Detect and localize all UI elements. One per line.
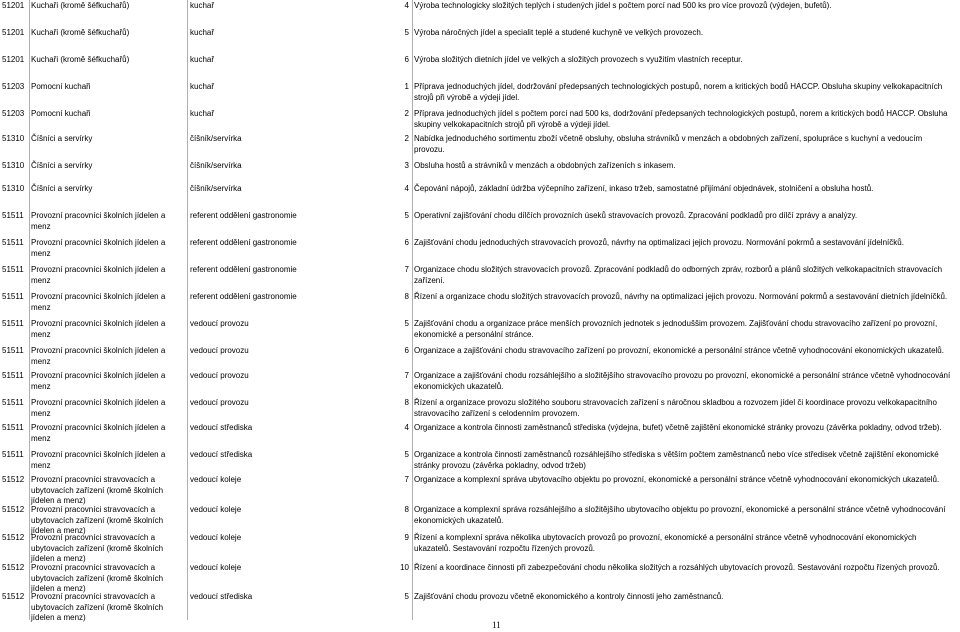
occupation-name: Provozní pracovníci školních jídelen a menz bbox=[31, 211, 166, 231]
position-title: vedoucí koleje bbox=[190, 563, 242, 572]
position-title: kuchař bbox=[190, 28, 215, 37]
work-description: Řízení a komplexní správa několika ubytovacích provozů po provozní, ekonomické a personální stránce včetně vyhodnocování ekonomických ukazatelů. Sestavování rozpočtu řízených provozů. bbox=[414, 533, 917, 553]
position-title: vedoucí provozu bbox=[190, 346, 249, 355]
occupation-code: 51512 bbox=[2, 592, 25, 601]
table-row bbox=[0, 264, 960, 291]
table-row bbox=[0, 345, 960, 372]
occupation-code: 51201 bbox=[2, 28, 25, 37]
work-description: Obsluha hostů a strávníků v menzách a obdobných zařízeních s inkasem. bbox=[414, 161, 676, 170]
table-row bbox=[0, 370, 960, 397]
position-title: kuchař bbox=[190, 82, 215, 91]
occupation-code: 51511 bbox=[2, 265, 24, 274]
occupation-code: 51511 bbox=[2, 450, 24, 459]
column-divider bbox=[29, 0, 30, 620]
occupation-name: Pomocní kuchaři bbox=[31, 109, 91, 118]
occupation-code: 51512 bbox=[2, 475, 25, 484]
position-title: vedoucí koleje bbox=[190, 533, 242, 542]
grade-number: 5 bbox=[404, 211, 409, 220]
work-description: Řízení a organizace chodu složitých stravovacích provozů, návrhy na optimalizaci jejich provozu. Normování pokrmů a sestavování dietních jídelníčků. bbox=[414, 292, 948, 301]
occupation-name: Provozní pracovníci stravovacích a ubytovacích zařízení (kromě školních jídelen a menz) bbox=[31, 505, 164, 535]
grade-number: 5 bbox=[404, 319, 409, 328]
position-title: vedoucí provozu bbox=[190, 398, 249, 407]
work-description: Zajišťování chodu jednoduchých stravovacích provozů, návrhy na optimalizaci jejich provozu. Normování pokrmů a sestavování jídelníčků. bbox=[414, 238, 904, 247]
grade-number: 5 bbox=[404, 592, 409, 601]
grade-number: 7 bbox=[404, 371, 409, 380]
work-description: Nabídka jednoduchého sortimentu zboží včetně obsluhy, obsluha strávníků v menzách a obdobných zařízení, spolupráce s kuchyní a vedoucím provozu. bbox=[414, 134, 923, 154]
work-description: Výroba složitých dietních jídel ve velkých a složitých provozech s využitím vlastních receptur. bbox=[414, 55, 743, 64]
occupation-code: 51203 bbox=[2, 82, 25, 91]
occupation-code: 51310 bbox=[2, 134, 25, 143]
position-title: vedoucí koleje bbox=[190, 475, 242, 484]
occupation-name: Kuchaři (kromě šéfkuchařů) bbox=[31, 28, 130, 37]
position-title: vedoucí střediska bbox=[190, 450, 253, 459]
work-description: Příprava jednoduchých jídel s počtem porcí nad 500 ks, dodržování předepsaných technologických postupů, norem a kritických bodů HACCP. Obsluha skupiny velkokapacitních strojů při výrobě a výdeji jídel. bbox=[414, 109, 948, 129]
occupation-name: Provozní pracovníci školních jídelen a menz bbox=[31, 292, 166, 312]
position-title: číšník/servírka bbox=[190, 161, 242, 170]
grade-number: 9 bbox=[404, 533, 409, 542]
column-divider bbox=[412, 0, 413, 620]
work-description: Zajišťování chodu provozu včetně ekonomického a kontroly činnosti jeho zaměstnanců. bbox=[414, 592, 724, 601]
position-title: vedoucí střediska bbox=[190, 592, 253, 601]
occupation-name: Provozní pracovníci školních jídelen a menz bbox=[31, 346, 166, 366]
work-description: Výroba technologicky složitých teplých i studených jídel s počtem porcí nad 500 ks pro více provozů (výdejen, bufetů). bbox=[414, 1, 832, 10]
grade-number: 2 bbox=[404, 109, 409, 118]
table-row bbox=[0, 397, 960, 424]
occupation-code: 51310 bbox=[2, 184, 25, 193]
position-title: číšník/servírka bbox=[190, 184, 242, 193]
occupation-name: Kuchaři (kromě šéfkuchařů) bbox=[31, 55, 130, 64]
occupation-code: 51310 bbox=[2, 161, 25, 170]
occupation-code: 51511 bbox=[2, 346, 24, 355]
occupation-name: Provozní pracovníci školních jídelen a menz bbox=[31, 423, 166, 443]
occupation-name: Provozní pracovníci stravovacích a ubytovacích zařízení (kromě školních jídelen a menz) bbox=[31, 475, 164, 505]
occupation-code: 51512 bbox=[2, 563, 25, 572]
occupation-name: Provozní pracovníci školních jídelen a menz bbox=[31, 398, 166, 418]
grade-number: 10 bbox=[400, 563, 409, 572]
occupation-name: Provozní pracovníci stravovacích a ubytovacích zařízení (kromě školních jídelen a menz) bbox=[31, 592, 164, 622]
work-description: Organizace a kontrola činnosti zaměstnanců rozsáhlejšího střediska s větším počtem zaměstnanců nebo více středisek včetně zajištění ekonomické stránky provozu (závěrka pokladny, odvod tržeb) bbox=[414, 450, 939, 470]
grade-number: 6 bbox=[404, 55, 409, 64]
occupation-code: 51511 bbox=[2, 211, 24, 220]
work-description: Organizace a komplexní správa rozsáhlejšího a složitějšího ubytovacího objektu po provozní, ekonomické a personální stránce včetně vyhodnocování ekonomických ukazatelů. bbox=[414, 505, 946, 525]
table-row bbox=[0, 504, 960, 535]
occupation-name: Provozní pracovníci školních jídelen a menz bbox=[31, 265, 166, 285]
grade-number: 4 bbox=[404, 1, 409, 10]
table-row bbox=[0, 108, 960, 135]
table-row bbox=[0, 591, 960, 620]
occupation-name: Provozní pracovníci školních jídelen a menz bbox=[31, 450, 166, 470]
grade-number: 7 bbox=[404, 475, 409, 484]
position-title: referent oddělení gastronomie bbox=[190, 292, 297, 301]
occupation-name: Číšníci a servírky bbox=[31, 184, 93, 193]
column-divider bbox=[187, 0, 188, 620]
work-description: Řízení a koordinace činnosti při zabezpečování chodu několika složitých a rozsáhlých ubytovacích provozů. Sestavování rozpočtu řízených provozů. bbox=[414, 563, 940, 572]
occupation-code: 51511 bbox=[2, 371, 24, 380]
table-row bbox=[0, 562, 960, 591]
table-row bbox=[0, 81, 960, 108]
occupation-name: Provozní pracovníci stravovacích a ubytovacích zařízení (kromě školních jídelen a menz) bbox=[31, 533, 164, 563]
table-row bbox=[0, 449, 960, 476]
position-title: kuchař bbox=[190, 1, 215, 10]
position-title: referent oddělení gastronomie bbox=[190, 238, 297, 247]
grade-number: 1 bbox=[404, 82, 409, 91]
occupation-name: Provozní pracovníci školních jídelen a menz bbox=[31, 238, 166, 258]
table-row bbox=[0, 210, 960, 237]
table-row bbox=[0, 183, 960, 210]
grade-number: 4 bbox=[404, 184, 409, 193]
work-description: Výroba náročných jídel a specialit teplé a studené kuchyně ve velkých provozech. bbox=[414, 28, 704, 37]
occupation-code: 51512 bbox=[2, 505, 25, 514]
occupation-code: 51511 bbox=[2, 398, 24, 407]
occupation-code: 51511 bbox=[2, 319, 24, 328]
occupation-code: 51512 bbox=[2, 533, 25, 542]
work-description: Organizace chodu složitých stravovacích provozů. Zpracování podkladů do odborných zpráv, rozborů a plánů složitých velkokapacitních stravovacích zařízení. bbox=[414, 265, 943, 285]
occupation-name: Pomocní kuchaři bbox=[31, 82, 91, 91]
position-title: referent oddělení gastronomie bbox=[190, 265, 297, 274]
table-row bbox=[0, 532, 960, 563]
table-row bbox=[0, 0, 960, 27]
occupation-code: 51201 bbox=[2, 55, 25, 64]
work-description: Příprava jednoduchých jídel, dodržování předepsaných technologických postupů, norem a kritických bodů HACCP. Obsluha skupiny velkokapacitních strojů při výrobě a výdeji jídel. bbox=[414, 82, 943, 102]
occupation-code: 51201 bbox=[2, 1, 25, 10]
position-title: kuchař bbox=[190, 55, 215, 64]
occupation-code: 51511 bbox=[2, 423, 24, 432]
work-description: Organizace a kontrola činnosti zaměstnanců střediska (výdejna, bufet) včetně zajištění ekonomické stránky provozu (závěrka pokladny, odvod tržeb). bbox=[414, 423, 942, 432]
table-row bbox=[0, 318, 960, 345]
grade-number: 6 bbox=[404, 346, 409, 355]
table-row bbox=[0, 474, 960, 505]
position-title: číšník/servírka bbox=[190, 134, 242, 143]
grade-number: 8 bbox=[404, 398, 409, 407]
work-description: Operativní zajišťování chodu dílčích provozních úseků stravovacích provozů. Zpracování podkladů pro dílčí zprávy a analýzy. bbox=[414, 211, 858, 220]
position-title: kuchař bbox=[190, 109, 215, 118]
position-title: vedoucí provozu bbox=[190, 319, 249, 328]
page-number: 11 bbox=[492, 620, 501, 630]
grade-number: 5 bbox=[404, 28, 409, 37]
position-title: vedoucí koleje bbox=[190, 505, 242, 514]
grade-number: 8 bbox=[404, 505, 409, 514]
position-title: vedoucí provozu bbox=[190, 371, 249, 380]
occupation-name: Číšníci a servírky bbox=[31, 134, 93, 143]
grade-number: 8 bbox=[404, 292, 409, 301]
table-row bbox=[0, 133, 960, 160]
table-row bbox=[0, 422, 960, 449]
work-description: Organizace a komplexní správa ubytovacího objektu po provozní, ekonomické a personální stránce včetně vyhodnocování ekonomických ukazatelů. bbox=[414, 475, 940, 484]
grade-number: 3 bbox=[404, 161, 409, 170]
grade-number: 2 bbox=[404, 134, 409, 143]
grade-number: 6 bbox=[404, 238, 409, 247]
work-description: Řízení a organizace provozu složitého souboru stravovacích zařízení s náročnou skladbou a rozvozem jídel či koordinace provozu velkokapacitního stravovacího zařízení s celodenním provozem. bbox=[414, 398, 937, 418]
occupation-name: Kuchaři (kromě šéfkuchařů) bbox=[31, 1, 130, 10]
table-row bbox=[0, 54, 960, 81]
table-row bbox=[0, 237, 960, 264]
position-title: vedoucí střediska bbox=[190, 423, 253, 432]
grade-number: 5 bbox=[404, 450, 409, 459]
grade-number: 7 bbox=[404, 265, 409, 274]
occupation-code: 51511 bbox=[2, 292, 24, 301]
occupation-name: Provozní pracovníci stravovacích a ubytovacích zařízení (kromě školních jídelen a menz) bbox=[31, 563, 164, 593]
table-row bbox=[0, 291, 960, 318]
occupation-name: Provozní pracovníci školních jídelen a menz bbox=[31, 319, 166, 339]
work-description: Čepování nápojů, základní údržba výčepního zařízení, inkaso tržeb, samostatné přijímání objednávek, stolničení a obsluha hostů. bbox=[414, 184, 874, 193]
occupation-code: 51203 bbox=[2, 109, 25, 118]
work-description: Organizace a zajišťování chodu stravovacího zařízení po provozní, ekonomické a personální stránce včetně vyhodnocování ekonomických ukazatelů. bbox=[414, 346, 944, 355]
work-description: Organizace a zajišťování chodu rozsáhlejšího a složitějšího stravovacího provozu po provozní, ekonomické a personální stránce včetně vyhodnocování ekonomických ukazatelů. bbox=[414, 371, 951, 391]
occupation-code: 51511 bbox=[2, 238, 24, 247]
occupation-name: Provozní pracovníci školních jídelen a menz bbox=[31, 371, 166, 391]
occupation-name: Číšníci a servírky bbox=[31, 161, 93, 170]
table-row bbox=[0, 27, 960, 54]
position-title: referent oddělení gastronomie bbox=[190, 211, 297, 220]
work-description: Zajišťování chodu a organizace práce menších provozních jednotek s jednoduššim provozem. Zajišťování chodu stravovacího zařízení po provozní, ekonomické a personální stránce. bbox=[414, 319, 938, 339]
grade-number: 4 bbox=[404, 423, 409, 432]
